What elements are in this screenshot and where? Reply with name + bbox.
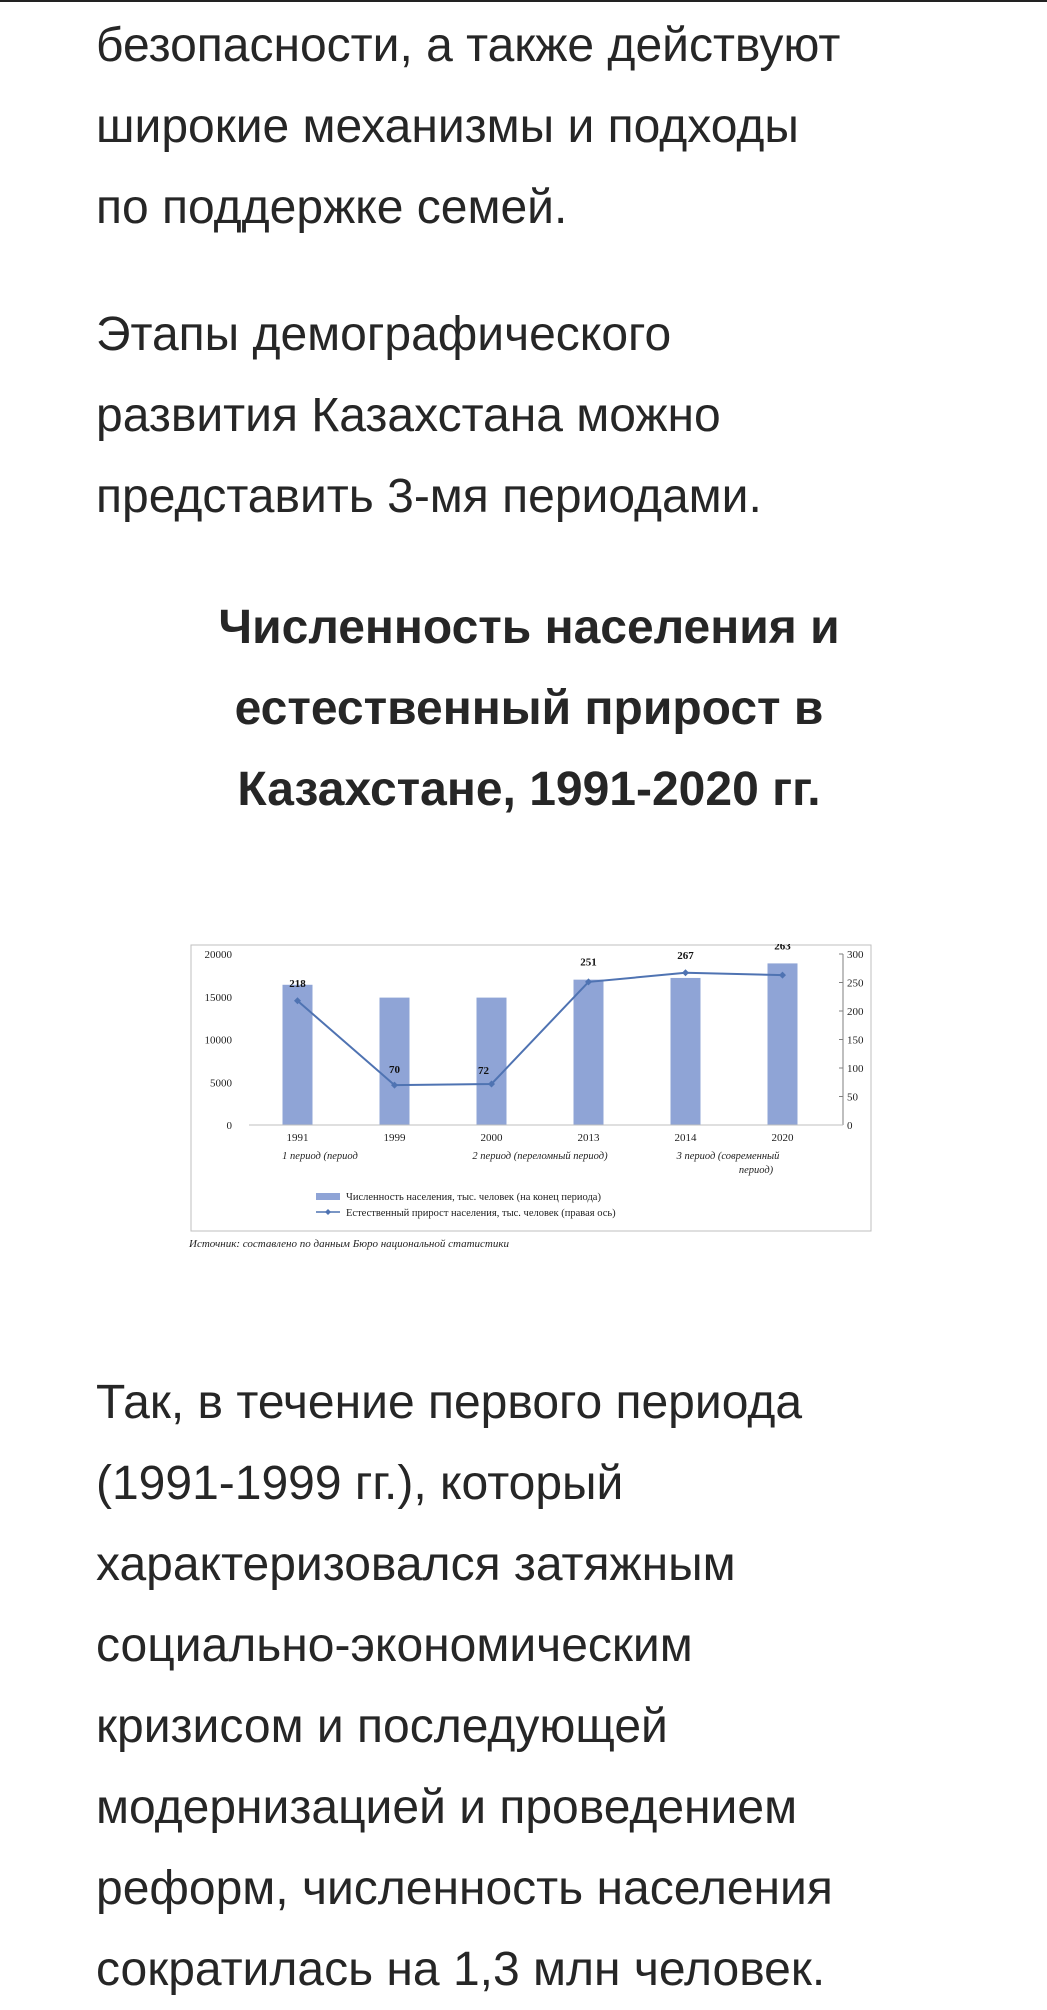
paragraph-line: модернизацией и проведением bbox=[96, 1781, 798, 1834]
category-tick-label: 2020 bbox=[771, 1132, 794, 1144]
paragraph-line: безопасности, а также действуют bbox=[96, 19, 841, 72]
legend-bar-label: Численность населения, тыс. человек (на конец периода) bbox=[346, 1192, 601, 1203]
period-label: 3 период (современный bbox=[676, 1151, 780, 1162]
paragraph-line: Этапы демографического bbox=[96, 308, 672, 361]
population-bar bbox=[574, 980, 604, 1125]
category-tick-label: 2000 bbox=[480, 1132, 503, 1144]
population-chart-figure[interactable] bbox=[188, 944, 874, 1254]
population-bar bbox=[768, 963, 798, 1125]
left-axis-tick-label: 10000 bbox=[204, 1034, 232, 1047]
legend-bar-swatch bbox=[316, 1193, 340, 1200]
population-bar bbox=[477, 998, 507, 1125]
figure-heading bbox=[120, 587, 938, 830]
category-tick-label: 1999 bbox=[383, 1132, 406, 1144]
data-label: 218 bbox=[289, 977, 306, 990]
paragraph-line: социально-экономическим bbox=[96, 1619, 693, 1672]
heading-line: Казахстане, 1991-2020 гг. bbox=[237, 763, 821, 816]
paragraph-line: сократилась на 1,3 млн человек. bbox=[96, 1943, 826, 1996]
right-axis-tick-label: 50 bbox=[847, 1091, 858, 1104]
population-bar bbox=[671, 978, 701, 1125]
category-tick-label: 2014 bbox=[674, 1132, 697, 1144]
paragraph-line: по поддержке семей. bbox=[96, 181, 568, 234]
right-axis-tick-label: 250 bbox=[847, 977, 864, 990]
data-label: 263 bbox=[774, 944, 791, 953]
period-label: период) bbox=[738, 1165, 774, 1176]
left-axis-tick-label: 0 bbox=[226, 1120, 232, 1132]
population-chart bbox=[188, 944, 874, 1254]
heading-line: естественный прирост в bbox=[234, 682, 824, 735]
right-axis-tick-label: 0 bbox=[847, 1120, 853, 1132]
paragraph-line: характеризовался затяжным bbox=[96, 1538, 736, 1591]
article-paragraph-first-period bbox=[96, 1362, 976, 2010]
category-tick-label: 2013 bbox=[577, 1132, 600, 1144]
chart-source-note: Источник: составлено по данным Бюро национальной статистики bbox=[189, 1238, 509, 1250]
category-tick-label: 1991 bbox=[286, 1132, 309, 1144]
right-axis-tick-label: 200 bbox=[847, 1006, 864, 1018]
paragraph-line: представить 3-мя периодами. bbox=[96, 470, 762, 523]
heading-line: Численность населения и bbox=[218, 601, 840, 654]
right-axis-tick-label: 150 bbox=[847, 1034, 864, 1047]
population-bar bbox=[283, 985, 313, 1125]
legend-line-label: Естественный прирост населения, тыс. человек (правая ось) bbox=[346, 1208, 616, 1219]
left-axis-tick-label: 15000 bbox=[204, 991, 232, 1004]
paragraph-line: развития Казахстана можно bbox=[96, 389, 721, 442]
data-label: 251 bbox=[580, 956, 597, 969]
left-axis-tick-label: 20000 bbox=[204, 949, 232, 961]
data-label: 267 bbox=[677, 949, 694, 962]
data-label: 70 bbox=[389, 1064, 400, 1077]
population-bar bbox=[380, 998, 410, 1125]
period-label: 2 период (переломный период) bbox=[472, 1151, 608, 1162]
paragraph-line: широкие механизмы и подходы bbox=[96, 100, 799, 153]
period-label: 1 период (период bbox=[282, 1151, 358, 1162]
paragraph-line: (1991-1999 гг.), который bbox=[96, 1457, 624, 1510]
right-axis-tick-label: 100 bbox=[847, 1063, 864, 1075]
top-divider bbox=[0, 0, 1047, 2]
paragraph-line: Так, в течение первого периода bbox=[96, 1376, 803, 1429]
left-axis-tick-label: 5000 bbox=[210, 1077, 232, 1090]
right-axis-tick-label: 300 bbox=[847, 949, 864, 961]
data-label: 72 bbox=[478, 1064, 489, 1077]
article-paragraph-intro bbox=[96, 5, 976, 248]
article-paragraph-stages bbox=[96, 294, 976, 537]
paragraph-line: кризисом и последующей bbox=[96, 1700, 668, 1753]
paragraph-line: реформ, численность населения bbox=[96, 1862, 833, 1915]
